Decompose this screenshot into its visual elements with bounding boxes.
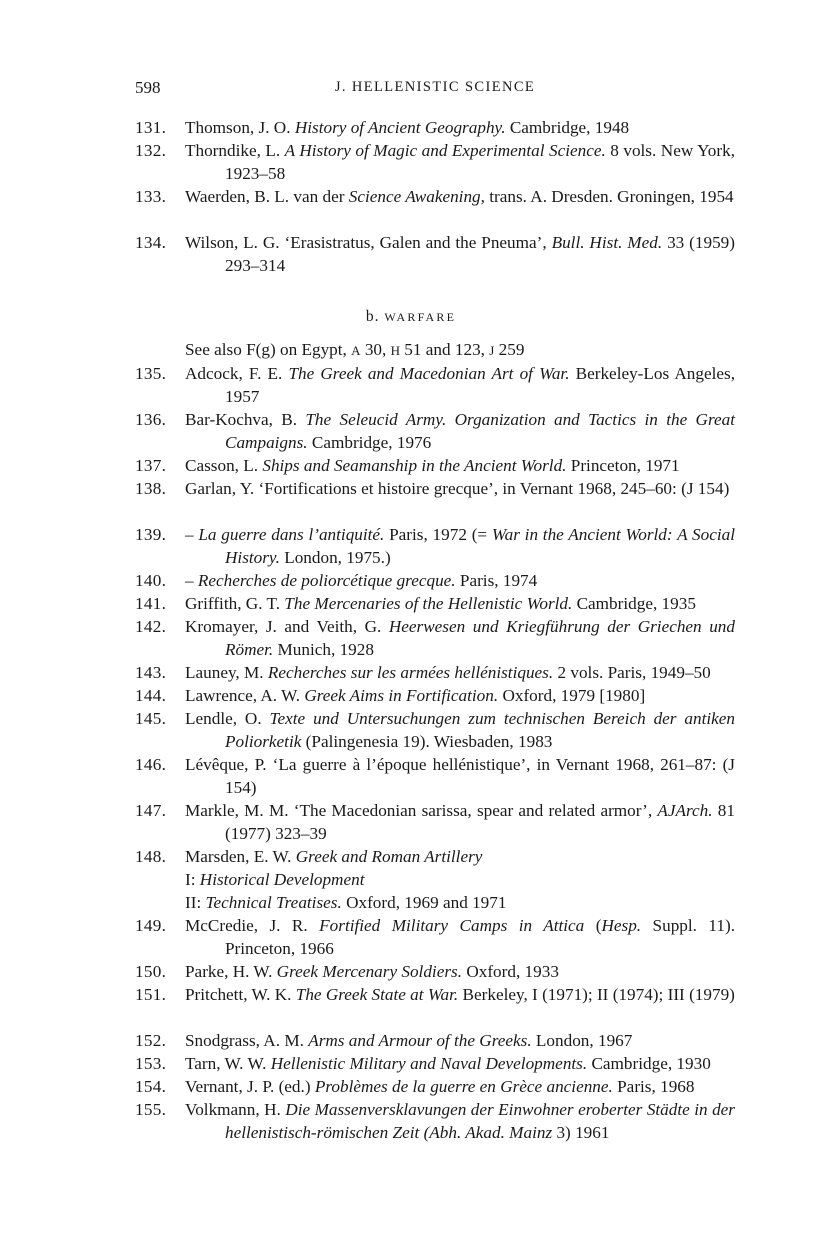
- bibliography-entry: [135, 592, 735, 615]
- citation-text: 2 vols. Paris, 1949–50: [553, 663, 711, 682]
- citation-title: Recherches de poliorcétique grecque.: [197, 571, 456, 590]
- bibliography-entry: [135, 684, 735, 707]
- entry-number: 148.: [135, 847, 167, 866]
- citation-text: Suppl. 11). Princeton, 1966: [225, 916, 735, 958]
- entry-citation: [185, 707, 735, 753]
- citation-text: Markle, M. M. ‘The Macedonian sarissa, spear and related armor’,: [185, 801, 658, 820]
- bibliography-entry: [135, 454, 735, 477]
- running-head: J. HELLENISTIC SCIENCE: [334, 79, 536, 95]
- citation-text: Paris, 1972 (=: [384, 525, 492, 544]
- entry-citation: [185, 983, 735, 1006]
- volume-title: Historical Development: [199, 870, 365, 889]
- entry-number: 137.: [135, 456, 167, 475]
- entry-number: 150.: [135, 962, 167, 981]
- citation-text: Lévêque, P. ‘La guerre à l’époque hellénistique’, in Vernant 1968, 261–87: (J 154): [185, 755, 735, 797]
- citation-text: London, 1975.): [279, 548, 391, 567]
- citation-text: Princeton, 1971: [566, 456, 680, 475]
- bibliography-entry: [135, 1098, 735, 1144]
- entry-number: 132.: [135, 141, 167, 160]
- citation-text: Cambridge, 1976: [307, 433, 432, 452]
- entry-number: 133.: [135, 187, 167, 206]
- entry-number: 144.: [135, 686, 167, 705]
- entry-citation: [185, 477, 735, 500]
- entry-citation: [185, 362, 735, 408]
- entry-citation: [185, 914, 735, 960]
- citation-title: Heerwesen und Kriegführung der Griechen und Römer.: [225, 617, 735, 659]
- entry-number: 154.: [135, 1077, 167, 1096]
- volume-publication: Oxford, 1969 and 1971: [341, 893, 507, 912]
- citation-title: Die Massenversklavungen der Einwohner eroberter Städte in der hellenistisch-römischen Zeit (Abh. Akad. Mainz: [225, 1100, 735, 1142]
- entry-citation: [185, 1052, 735, 1075]
- citation-text: Berkeley, I (1971); II (1974); III (1979): [458, 985, 735, 1004]
- bibliography-entry: [135, 569, 735, 592]
- citation-text: Garlan, Y. ‘Fortifications et histoire grecque’, in Vernant 1968, 245–60: (J 154): [185, 479, 730, 498]
- entry-number: 142.: [135, 617, 167, 636]
- entry-citation: [185, 116, 735, 139]
- citation-text: Tarn, W. W.: [185, 1054, 271, 1073]
- citation-text: Oxford, 1979 [1980]: [498, 686, 646, 705]
- volume-line: [185, 868, 364, 891]
- citation-text: Paris, 1974: [455, 571, 538, 590]
- entry-number: 149.: [135, 916, 167, 935]
- page-header: [135, 78, 735, 100]
- citation-text: Berkeley-Los Angeles, 1957: [225, 364, 735, 406]
- volume-title: Technical Treatises.: [205, 893, 342, 912]
- citation-title: Recherches sur les armées hellénistiques.: [267, 663, 554, 682]
- bibliography-entry: [135, 231, 735, 277]
- entry-citation: [185, 139, 735, 185]
- volume-line: [185, 891, 506, 914]
- entry-citation: [185, 799, 735, 845]
- citation-text: (: [584, 916, 602, 935]
- citation-title: Hellenistic Military and Naval Developments.: [270, 1054, 588, 1073]
- bibliography-entry: [135, 983, 735, 1006]
- bibliography-entry: [135, 845, 735, 868]
- entry-citation: [185, 753, 735, 799]
- citation-text: –: [185, 525, 199, 544]
- volume-number: II:: [185, 893, 206, 912]
- entry-citation: [185, 684, 735, 707]
- entry-number: 147.: [135, 801, 167, 820]
- entry-number: 141.: [135, 594, 167, 613]
- bibliography-entry: [135, 753, 735, 799]
- entry-citation: [185, 408, 735, 454]
- citation-text: Griffith, G. T.: [185, 594, 285, 613]
- citation-title: Greek Mercenary Soldiers.: [276, 962, 463, 981]
- citation-text: Wilson, L. G. ‘Erasistratus, Galen and the Pneuma’,: [185, 233, 552, 252]
- entry-number: 153.: [135, 1054, 167, 1073]
- citation-text: Cambridge, 1930: [587, 1054, 711, 1073]
- entry-number: 139.: [135, 525, 167, 544]
- citation-text: Thomson, J. O.: [185, 118, 295, 137]
- citation-text: Launey, M.: [185, 663, 268, 682]
- volume-number: I:: [185, 870, 200, 889]
- bibliography-entry: [135, 661, 735, 684]
- bibliography-entry: [135, 799, 735, 845]
- citation-title: AJArch.: [657, 801, 713, 820]
- citation-title: Greek and Roman Artillery: [295, 847, 483, 866]
- citation-title: La guerre dans l’antiquité.: [198, 525, 385, 544]
- entry-citation: [185, 592, 735, 615]
- section-title: WARFARE: [384, 310, 457, 324]
- bibliography-entry: [135, 185, 735, 208]
- entry-number: 152.: [135, 1031, 167, 1050]
- entry-number: 134.: [135, 233, 167, 252]
- citation-text: –: [185, 571, 198, 590]
- entry-number: 143.: [135, 663, 167, 682]
- citation-text: Waerden, B. L. van der: [185, 187, 349, 206]
- citation-text: trans. A. Dresden. Groningen, 1954: [484, 187, 734, 206]
- section-letter: b.: [365, 308, 380, 325]
- bibliography-entry: [135, 960, 735, 983]
- citation-text: Parke, H. W.: [185, 962, 277, 981]
- citation-title: The Greek State at War.: [295, 985, 459, 1004]
- citation-text: Thorndike, L.: [185, 141, 285, 160]
- citation-text: Volkmann, H.: [185, 1100, 286, 1119]
- entry-citation: [185, 1029, 735, 1052]
- entry-number: 138.: [135, 479, 167, 498]
- bibliography-entry: [135, 139, 735, 185]
- bibliography-entry: [135, 362, 735, 408]
- bibliography-entry: [135, 477, 735, 500]
- citation-title: Texte und Untersuchungen zum technischen Bereich der antiken Poliorketik: [225, 709, 735, 751]
- citation-text: 3) 1961: [552, 1123, 610, 1142]
- bibliography-entry: [135, 1029, 735, 1052]
- section-heading: [0, 308, 822, 326]
- citation-text: Munich, 1928: [273, 640, 374, 659]
- entry-number: 136.: [135, 410, 167, 429]
- entry-number: 135.: [135, 364, 167, 383]
- citation-text: Marsden, E. W.: [185, 847, 296, 866]
- citation-text: Adcock, F. E.: [185, 364, 289, 383]
- entry-number: 155.: [135, 1100, 167, 1119]
- entry-citation: [185, 523, 735, 569]
- entry-citation: [185, 185, 735, 208]
- citation-text: (Palingenesia 19). Wiesbaden, 1983: [301, 732, 553, 751]
- bibliography-entry: [135, 914, 735, 960]
- citation-title: Greek Aims in Fortification.: [304, 686, 499, 705]
- bibliography-entry: [135, 615, 735, 661]
- entry-citation: [185, 569, 735, 592]
- entry-citation: [185, 845, 735, 868]
- citation-text: Casson, L.: [185, 456, 263, 475]
- entry-citation: [185, 454, 735, 477]
- citation-text: 33 (1959) 293–314: [225, 233, 736, 275]
- entry-citation: [185, 661, 735, 684]
- entry-number: 140.: [135, 571, 167, 590]
- citation-title: The Greek and Macedonian Art of War.: [288, 364, 570, 383]
- citation-title: History of Ancient Geography.: [294, 118, 506, 137]
- entry-citation: [185, 231, 735, 277]
- entry-citation: [185, 1098, 735, 1144]
- citation-text: Bar-Kochva, B.: [185, 410, 306, 429]
- citation-title: Bull. Hist. Med.: [551, 233, 663, 252]
- citation-text: McCredie, J. R.: [185, 916, 320, 935]
- citation-title: The Seleucid Army. Organization and Tactics in the Great Campaigns.: [225, 410, 735, 452]
- citation-text: Oxford, 1933: [462, 962, 559, 981]
- entry-number: 145.: [135, 709, 167, 728]
- bibliography-entry: [135, 1075, 735, 1098]
- citation-text: 8 vols. New York, 1923–58: [225, 141, 735, 183]
- see-also-note: See also F(g) on Egypt, A 30, H 51 and 123, J 259: [185, 340, 525, 359]
- citation-title: Ships and Seamanship in the Ancient World.: [262, 456, 567, 475]
- citation-text: London, 1967: [531, 1031, 633, 1050]
- entry-citation: [185, 960, 735, 983]
- citation-title: Science Awakening,: [348, 187, 485, 206]
- bibliography-entry: [135, 116, 735, 139]
- citation-title: Fortified Military Camps in Attica: [319, 916, 585, 935]
- entry-number: 146.: [135, 755, 167, 774]
- citation-text: Cambridge, 1935: [572, 594, 696, 613]
- citation-title: War in the Ancient World: A Social History.: [225, 525, 735, 567]
- entry-number: 131.: [135, 118, 167, 137]
- citation-text: Lawrence, A. W.: [185, 686, 305, 705]
- citation-title: Problèmes de la guerre en Grèce ancienne.: [314, 1077, 613, 1096]
- citation-text: Paris, 1968: [612, 1077, 695, 1096]
- bibliography-entry: [135, 707, 735, 753]
- citation-text: Vernant, J. P. (ed.): [185, 1077, 315, 1096]
- entry-number: 151.: [135, 985, 167, 1004]
- citation-title: Arms and Armour of the Greeks.: [308, 1031, 532, 1050]
- citation-text: Pritchett, W. K.: [185, 985, 296, 1004]
- citation-text: Snodgrass, A. M.: [185, 1031, 309, 1050]
- citation-title: The Mercenaries of the Hellenistic World.: [284, 594, 573, 613]
- citation-title: Hesp.: [601, 916, 642, 935]
- entry-citation: [185, 615, 735, 661]
- bibliography-entry: [135, 408, 735, 454]
- bibliography-entry: [135, 523, 735, 569]
- citation-text: Kromayer, J. and Veith, G.: [185, 617, 389, 636]
- citation-title: A History of Magic and Experimental Science.: [284, 141, 606, 160]
- citation-text: Lendle, O.: [185, 709, 270, 728]
- citation-text: Cambridge, 1948: [505, 118, 630, 137]
- citation-text: 81 (1977) 323–39: [225, 801, 735, 843]
- page-number: 598: [135, 78, 161, 97]
- bibliography-entry: [135, 1052, 735, 1075]
- entry-citation: [185, 1075, 735, 1098]
